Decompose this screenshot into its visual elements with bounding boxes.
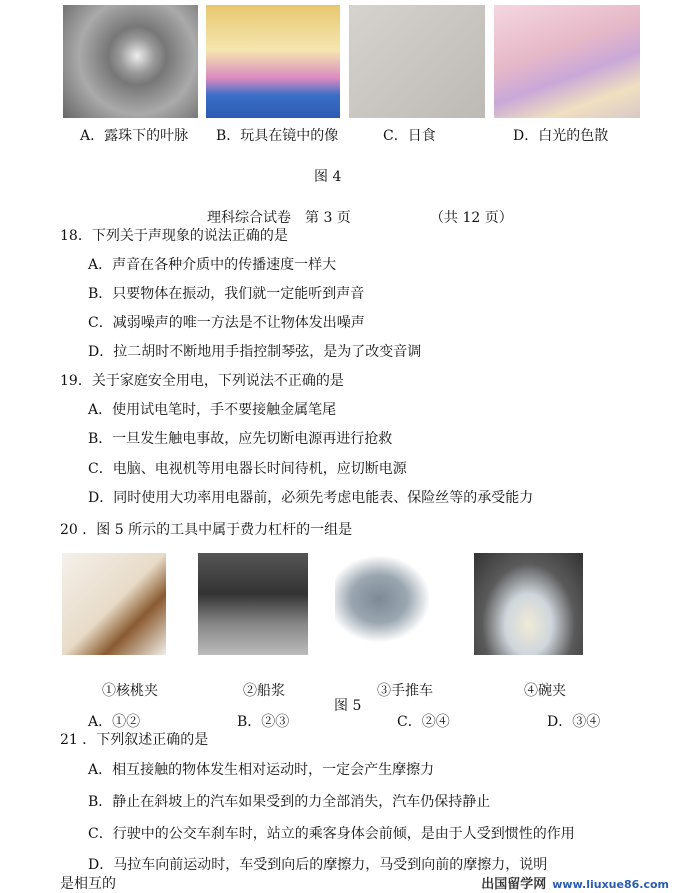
q19-option-b: B．一旦发生触电事故，应先切断电源再进行抢救 — [88, 431, 393, 447]
photo-dew-leaf — [63, 5, 198, 118]
q21-option-d-continuation: 是相互的 — [60, 876, 116, 892]
q19-stem: 19．关于家庭安全用电，下列说法不正确的是 — [60, 373, 344, 389]
watermark-logo — [481, 877, 669, 893]
watermark-url: www.liuxue86.com — [552, 878, 669, 891]
fig5-caption-4: ④碗夹 — [524, 683, 566, 699]
fig4-caption-b: B．玩具在镜中的像 — [216, 128, 339, 144]
q18-stem: 18．下列关于声现象的说法正确的是 — [60, 228, 288, 244]
fig4-caption-c: C．日食 — [383, 128, 436, 144]
fig5-caption-2: ②船浆 — [243, 683, 285, 699]
q19-option-d: D．同时使用大功率用电器前，必须先考虑电能表、保险丝等的承受能力 — [88, 490, 534, 506]
q20-option-b: B．②③ — [237, 714, 290, 730]
photo-dispersion — [494, 5, 640, 118]
photo-eclipse — [349, 5, 485, 118]
fig4-caption-a: A．露珠下的叶脉 — [80, 128, 189, 144]
q21-stem: 21 ．下列叙述正确的是 — [60, 732, 209, 748]
photo-nutcracker — [62, 553, 166, 655]
q19-option-c: C．电脑、电视机等用电器长时间待机，应切断电源 — [88, 461, 407, 477]
q20-option-c: C．②④ — [397, 714, 450, 730]
fig5-caption-3: ③手推车 — [377, 683, 433, 699]
q18-option-a: A．声音在各种介质中的传播速度一样大 — [88, 257, 337, 273]
photo-bowl-clamp — [474, 553, 583, 655]
q21-option-c: C．行驶中的公交车刹车时，站立的乘客身体会前倾，是由于人受到惯性的作用 — [88, 826, 575, 842]
page-total: （共 12 页） — [430, 210, 513, 226]
q19-option-a: A．使用试电笔时，手不要接触金属笔尾 — [88, 402, 337, 418]
q20-stem: 20 ．图 5 所示的工具中属于费力杠杆的一组是 — [60, 522, 353, 538]
q21-option-a: A．相互接触的物体发生相对运动时，一定会产生摩擦力 — [88, 762, 435, 778]
q18-option-c: C．减弱噪声的唯一方法是不让物体发出噪声 — [88, 315, 365, 331]
fig4-caption-d: D．白光的色散 — [513, 128, 609, 144]
q21-option-d: D．马拉车向前运动时，车受到向后的摩擦力，马受到向前的摩擦力，说明 — [88, 857, 548, 873]
q18-option-b: B．只要物体在振动，我们就一定能听到声音 — [88, 286, 365, 302]
q18-option-d: D．拉二胡时不断地用手指控制琴弦，是为了改变音调 — [88, 344, 422, 360]
fig5-caption-1: ①核桃夹 — [102, 683, 158, 699]
photo-paddle — [198, 553, 308, 655]
watermark-name: 出国留学网 — [481, 877, 547, 892]
q21-option-b: B．静止在斜坡上的汽车如果受到的力全部消失，汽车仍保持静止 — [88, 794, 491, 810]
fig4-label: 图 4 — [314, 169, 342, 185]
page-footer: 理科综合试卷 第 3 页 — [207, 210, 351, 226]
photo-toy-mirror — [206, 5, 340, 118]
q20-option-d: D．③④ — [547, 714, 601, 730]
q20-option-a: A．①② — [88, 714, 141, 730]
fig5-label: 图 5 — [334, 698, 362, 714]
photo-wheelbarrow — [335, 553, 445, 655]
